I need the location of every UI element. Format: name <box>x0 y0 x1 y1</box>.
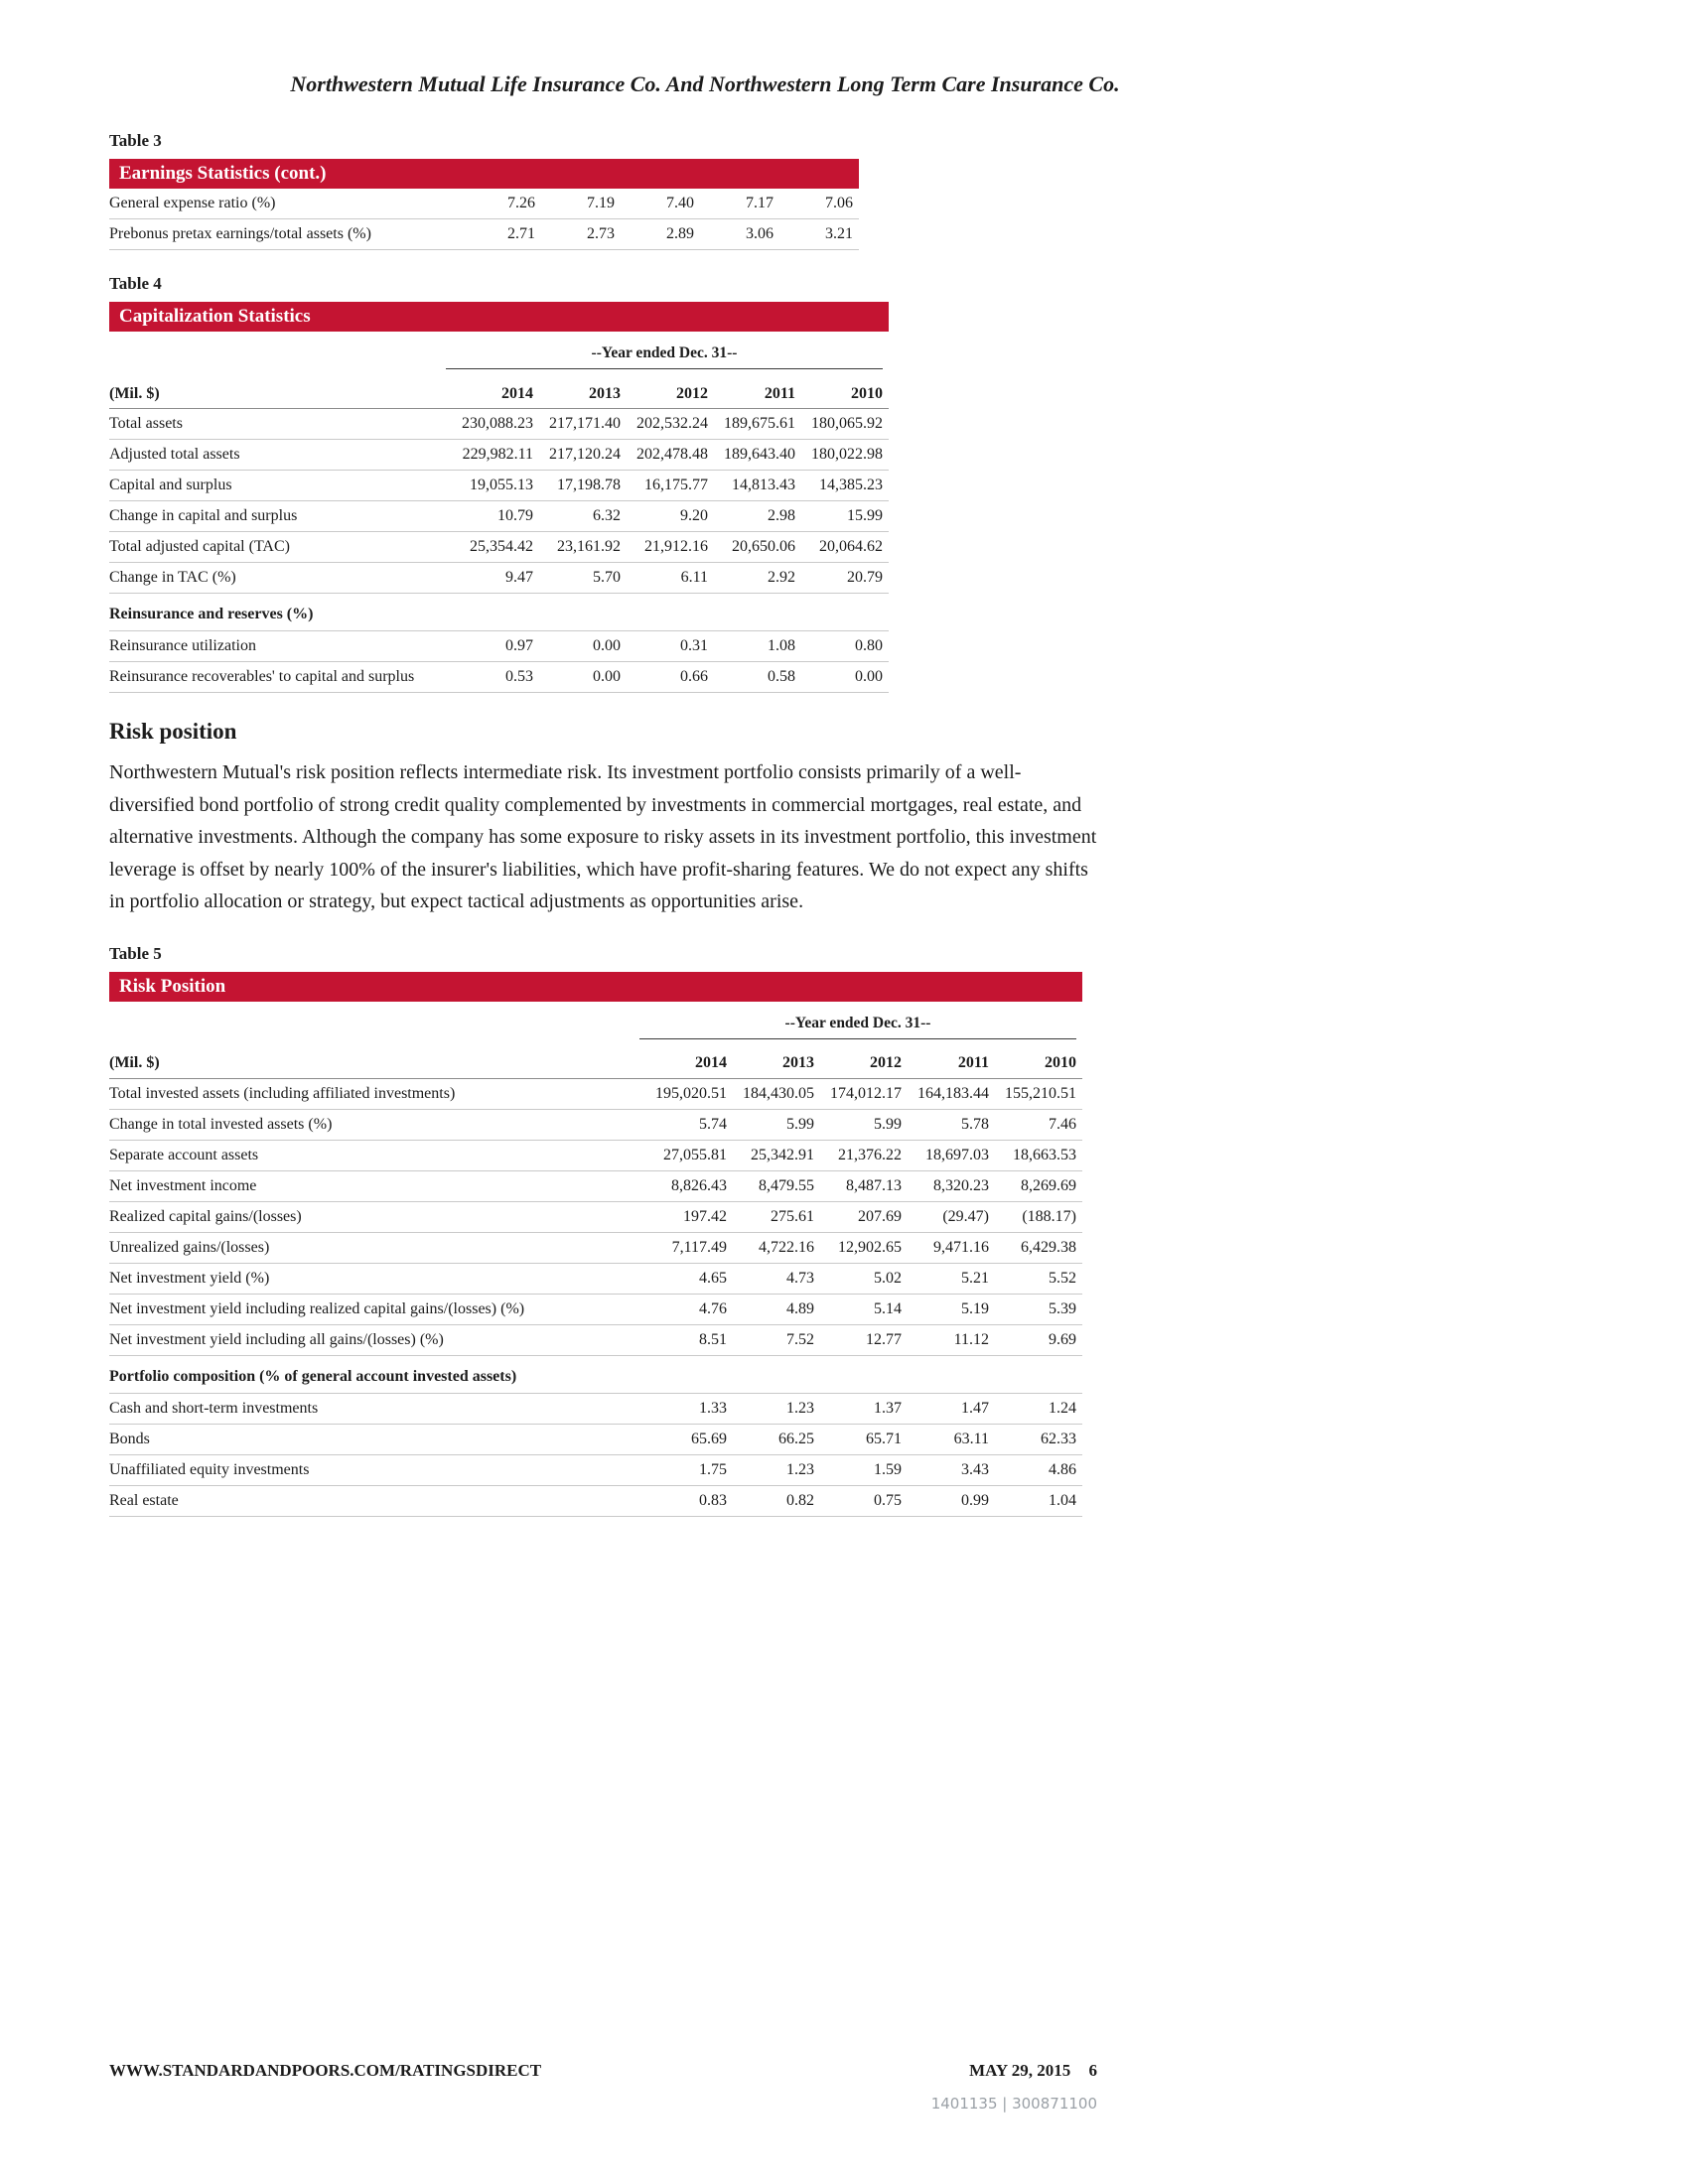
row-label: Reinsurance utilization <box>109 637 256 654</box>
row-value: 8.51 <box>699 1330 727 1348</box>
row-value: 20,064.62 <box>819 538 883 555</box>
table-row <box>109 662 889 693</box>
row-value: 63.11 <box>953 1430 989 1447</box>
table-row <box>109 1264 1082 1295</box>
table-row <box>109 1233 1082 1264</box>
unit-label: (Mil. $) <box>109 1054 160 1071</box>
row-value: 3.06 <box>746 225 774 242</box>
row-value: 0.80 <box>855 637 883 654</box>
row-value: 0.00 <box>593 668 621 685</box>
table-earnings-statistics <box>109 131 859 250</box>
row-value: 164,183.44 <box>917 1084 989 1102</box>
table-row <box>109 1455 1082 1486</box>
row-value: 17,198.78 <box>557 477 621 493</box>
row-value: 9,471.16 <box>933 1238 989 1256</box>
row-value: 4.76 <box>699 1299 727 1317</box>
column-header: 2014 <box>501 384 533 402</box>
row-value: 275.61 <box>771 1207 814 1225</box>
row-value: 1.08 <box>768 637 795 654</box>
row-value: 5.02 <box>874 1269 902 1287</box>
table-row <box>109 1486 1082 1517</box>
body-paragraph: Northwestern Mutual's risk position reflects intermediate risk. Its investment portfolio consists primarily of a well-diversified bond portfolio of strong credit quality complemented by investments in commercial mortgages, real estate, and alternative investments. Although the company has some exposure to risky assets in its investment portfolio, this investment leverage is offset by nearly 100% of the insurer's liabilities, which have profit-sharing features. We do not expect any shifts in portfolio allocation or strategy, but expect tactical adjustments as opportunities arise. <box>109 761 1097 912</box>
row-value: (188.17) <box>1022 1207 1076 1225</box>
row-value: 1.33 <box>699 1399 727 1417</box>
row-value: 21,376.22 <box>838 1146 902 1163</box>
page-footer <box>109 2061 1097 2081</box>
row-value: 27,055.81 <box>663 1146 727 1163</box>
table-row <box>109 1110 1082 1141</box>
table-rows <box>109 409 889 693</box>
row-value: 155,210.51 <box>1005 1084 1076 1102</box>
row-value: 1.23 <box>786 1399 814 1417</box>
row-value: 14,385.23 <box>819 477 883 493</box>
table-header-row <box>109 379 889 409</box>
row-label: Real estate <box>109 1491 179 1509</box>
row-value: 189,643.40 <box>724 446 795 463</box>
row-value: 202,478.48 <box>636 446 708 463</box>
row-value: 2.92 <box>768 569 795 586</box>
unit-label: (Mil. $) <box>109 384 160 402</box>
row-value: 5.70 <box>593 569 621 586</box>
row-label: Unrealized gains/(losses) <box>109 1238 270 1256</box>
table-row <box>109 440 889 471</box>
table-row <box>109 409 889 440</box>
row-value: 16,175.77 <box>644 477 708 493</box>
row-value: 7.19 <box>587 195 615 211</box>
column-header: 2013 <box>782 1054 814 1071</box>
row-value: 65.71 <box>866 1430 902 1447</box>
row-value: 4.86 <box>1049 1460 1076 1478</box>
row-value: 23,161.92 <box>557 538 621 555</box>
row-label: General expense ratio (%) <box>109 195 276 211</box>
table-label: Table 5 <box>109 943 162 963</box>
row-value: 0.75 <box>874 1491 902 1509</box>
row-value: 12,902.65 <box>838 1238 902 1256</box>
row-value: 9.47 <box>505 569 533 586</box>
row-value: 195,020.51 <box>655 1084 727 1102</box>
row-value: 3.21 <box>825 225 853 242</box>
row-label: Portfolio composition (% of general account invested assets) <box>109 1367 517 1385</box>
row-label: Change in capital and surplus <box>109 507 298 524</box>
row-value: 230,088.23 <box>462 415 533 432</box>
row-value: 65.69 <box>691 1430 727 1447</box>
document-id: 1401135 | 300871100 <box>930 2095 1097 2113</box>
row-value: 5.74 <box>699 1115 727 1133</box>
footer-url[interactable]: WWW.STANDARDANDPOORS.COM/RATINGSDIRECT <box>109 2061 542 2080</box>
row-value: 5.14 <box>874 1299 902 1317</box>
row-value: 20.79 <box>847 569 883 586</box>
row-label: Bonds <box>109 1430 150 1447</box>
row-value: 14,813.43 <box>732 477 795 493</box>
row-value: 6.32 <box>593 507 621 524</box>
row-value: 0.82 <box>786 1491 814 1509</box>
row-value: 184,430.05 <box>743 1084 814 1102</box>
column-header: 2013 <box>589 384 621 402</box>
row-value: 5.19 <box>961 1299 989 1317</box>
row-value: 0.97 <box>505 637 533 654</box>
column-header: 2011 <box>957 1054 989 1071</box>
row-label: Reinsurance and reserves (%) <box>109 606 314 622</box>
row-label: Net investment yield including realized capital gains/(losses) (%) <box>109 1299 525 1317</box>
row-value: 5.99 <box>874 1115 902 1133</box>
row-label: Net investment yield including all gains/(losses) (%) <box>109 1330 444 1348</box>
row-value: 7.17 <box>746 195 774 211</box>
row-value: 19,055.13 <box>470 477 533 493</box>
row-label: Total adjusted capital (TAC) <box>109 538 290 555</box>
table-label: Table 4 <box>109 274 162 293</box>
table-row <box>109 1295 1082 1325</box>
row-label: Change in TAC (%) <box>109 569 236 586</box>
year-ended-header: --Year ended Dec. 31-- <box>639 1015 1076 1039</box>
row-value: 7.52 <box>786 1330 814 1348</box>
row-value: 25,342.91 <box>751 1146 814 1163</box>
document-content <box>109 131 1102 1517</box>
row-value: 5.21 <box>961 1269 989 1287</box>
row-value: 8,487.13 <box>846 1176 902 1194</box>
table-row <box>109 501 889 532</box>
row-value: 8,269.69 <box>1021 1176 1076 1194</box>
row-value: 189,675.61 <box>724 415 795 432</box>
row-value: 180,065.92 <box>811 415 883 432</box>
row-value: 8,479.55 <box>759 1176 814 1194</box>
table-row <box>109 1325 1082 1356</box>
table-banner: Risk Position <box>109 972 1082 1002</box>
table-row <box>109 1202 1082 1233</box>
row-value: 1.23 <box>786 1460 814 1478</box>
table-capitalization-statistics <box>109 274 889 693</box>
row-value: 66.25 <box>778 1430 814 1447</box>
row-value: 7.46 <box>1049 1115 1076 1133</box>
row-value: 18,663.53 <box>1013 1146 1076 1163</box>
row-value: 21,912.16 <box>644 538 708 555</box>
row-value: 1.24 <box>1049 1399 1076 1417</box>
table-row <box>109 1141 1082 1171</box>
column-header: 2014 <box>695 1054 727 1071</box>
row-value: 2.71 <box>507 225 535 242</box>
row-label: Change in total invested assets (%) <box>109 1115 333 1133</box>
table-row <box>109 1079 1082 1110</box>
row-value: 229,982.11 <box>462 446 533 463</box>
table-row <box>109 219 859 250</box>
column-header: 2010 <box>851 384 883 402</box>
row-label: Net investment yield (%) <box>109 1269 270 1287</box>
table-row <box>109 631 889 662</box>
row-value: 18,697.03 <box>925 1146 989 1163</box>
row-value: 1.37 <box>874 1399 902 1417</box>
row-value: 0.31 <box>680 637 708 654</box>
row-label: Separate account assets <box>109 1146 259 1163</box>
row-value: 11.12 <box>953 1330 989 1348</box>
row-value: 1.04 <box>1049 1491 1076 1509</box>
table-row <box>109 1425 1082 1455</box>
year-ended-header: --Year ended Dec. 31-- <box>446 344 883 369</box>
row-value: 202,532.24 <box>636 415 708 432</box>
row-value: 6.11 <box>680 569 708 586</box>
row-value: 15.99 <box>847 507 883 524</box>
row-value: 1.59 <box>874 1460 902 1478</box>
row-value: 3.43 <box>961 1460 989 1478</box>
table-row <box>109 563 889 594</box>
table-section-row <box>109 594 889 631</box>
row-value: 4.89 <box>786 1299 814 1317</box>
table-label: Table 3 <box>109 131 162 150</box>
section-heading: Risk position <box>109 719 237 744</box>
footer-date: MAY 29, 2015 <box>969 2061 1071 2080</box>
row-value: 4,722.16 <box>759 1238 814 1256</box>
row-value: 4.65 <box>699 1269 727 1287</box>
row-value: (29.47) <box>942 1207 989 1225</box>
table-row <box>109 1171 1082 1202</box>
table-banner: Capitalization Statistics <box>109 302 889 332</box>
table-rows <box>109 1079 1082 1517</box>
row-value: 207.69 <box>858 1207 902 1225</box>
table-row <box>109 189 859 219</box>
row-value: 0.00 <box>593 637 621 654</box>
row-value: 2.98 <box>768 507 795 524</box>
row-value: 180,022.98 <box>811 446 883 463</box>
row-label: Total assets <box>109 415 183 432</box>
row-value: 2.73 <box>587 225 615 242</box>
row-label: Realized capital gains/(losses) <box>109 1207 302 1225</box>
row-value: 8,320.23 <box>933 1176 989 1194</box>
row-value: 217,171.40 <box>549 415 621 432</box>
row-value: 0.00 <box>855 668 883 685</box>
row-value: 7,117.49 <box>671 1238 727 1256</box>
row-value: 197.42 <box>683 1207 727 1225</box>
table-row <box>109 532 889 563</box>
row-value: 62.33 <box>1041 1430 1076 1447</box>
column-header: 2010 <box>1045 1054 1076 1071</box>
row-value: 25,354.42 <box>470 538 533 555</box>
row-value: 217,120.24 <box>549 446 621 463</box>
row-label: Net investment income <box>109 1176 257 1194</box>
row-value: 0.83 <box>699 1491 727 1509</box>
row-value: 0.58 <box>768 668 795 685</box>
table-banner: Earnings Statistics (cont.) <box>109 159 859 189</box>
row-value: 174,012.17 <box>830 1084 902 1102</box>
table-row <box>109 471 889 501</box>
row-value: 10.79 <box>497 507 533 524</box>
column-header: 2012 <box>676 384 708 402</box>
table-header-row <box>109 1049 1082 1079</box>
row-value: 9.69 <box>1049 1330 1076 1348</box>
row-value: 2.89 <box>666 225 694 242</box>
table-section-row <box>109 1356 1082 1394</box>
column-header: 2012 <box>870 1054 902 1071</box>
footer-date-page <box>969 2061 1097 2081</box>
row-label: Adjusted total assets <box>109 446 240 463</box>
row-value: 7.26 <box>507 195 535 211</box>
row-label: Unaffiliated equity investments <box>109 1460 310 1478</box>
risk-position-section <box>109 719 1102 918</box>
row-label: Total invested assets (including affiliated investments) <box>109 1084 456 1102</box>
row-value: 5.52 <box>1049 1269 1076 1287</box>
row-value: 7.06 <box>825 195 853 211</box>
page-number: 6 <box>1088 2061 1097 2080</box>
row-value: 5.78 <box>961 1115 989 1133</box>
row-label: Capital and surplus <box>109 477 232 493</box>
row-value: 0.66 <box>680 668 708 685</box>
row-label: Cash and short-term investments <box>109 1399 319 1417</box>
row-value: 0.99 <box>961 1491 989 1509</box>
row-value: 0.53 <box>505 668 533 685</box>
row-value: 9.20 <box>680 507 708 524</box>
row-value: 20,650.06 <box>732 538 795 555</box>
column-header: 2011 <box>764 384 795 402</box>
row-value: 8,826.43 <box>671 1176 727 1194</box>
row-value: 7.40 <box>666 195 694 211</box>
document-title: Northwestern Mutual Life Insurance Co. And Northwestern Long Term Care Insurance Co. <box>290 71 1120 96</box>
row-value: 4.73 <box>786 1269 814 1287</box>
row-label: Reinsurance recoverables' to capital and surplus <box>109 668 415 685</box>
row-value: 6,429.38 <box>1021 1238 1076 1256</box>
row-label: Prebonus pretax earnings/total assets (%) <box>109 225 371 242</box>
table-rows <box>109 189 859 250</box>
row-value: 5.39 <box>1049 1299 1076 1317</box>
row-value: 1.75 <box>699 1460 727 1478</box>
row-value: 12.77 <box>866 1330 902 1348</box>
table-row <box>109 1394 1082 1425</box>
row-value: 5.99 <box>786 1115 814 1133</box>
table-risk-position <box>109 944 1082 1517</box>
row-value: 1.47 <box>961 1399 989 1417</box>
